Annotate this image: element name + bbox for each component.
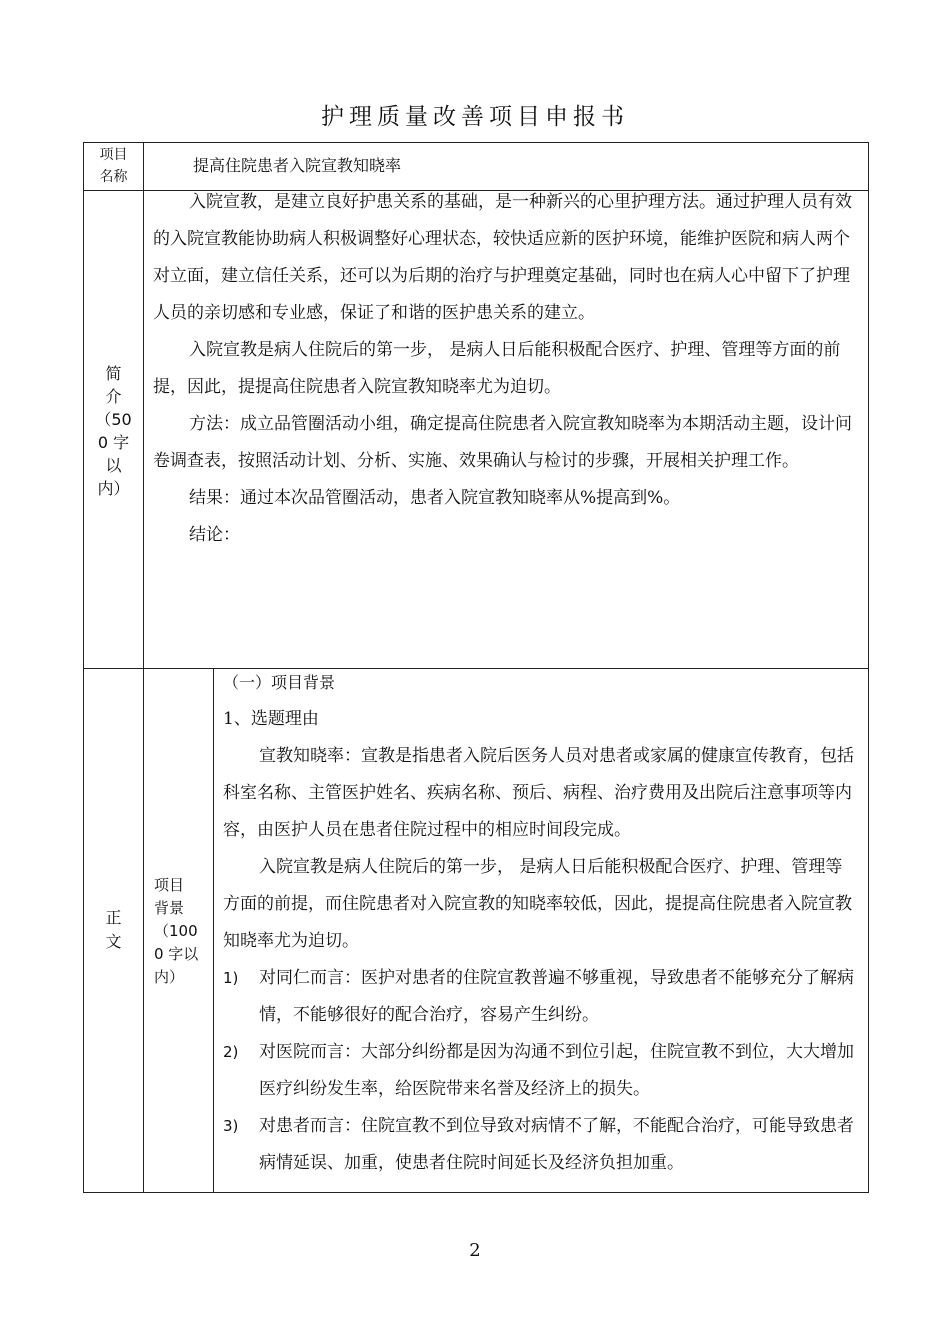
list-item-text: 对患者而言：住院宣教不到位导致对病情不了解，不能配合治疗，可能导致患者病情延误、加重，使患者住院时间延长及经济负担加重。 [259, 1116, 854, 1173]
intro-paragraph: 入院宣教是病人住院后的第一步， 是病人日后能积极配合医疗、护理、管理等方面的前提，因此，提提高住院患者入院宣教知晓率尤为迫切。 [153, 340, 841, 397]
section-subheading: 1、选题理由 [223, 709, 319, 729]
body-label: 正 文 [105, 908, 122, 951]
intro-paragraph: 入院宣教，是建立良好护患关系的基础，是一种新兴的心里护理方法。通过护理人员有效的入院宣教能协助病人积极调整好心理状态，较快适应新的医护环境，能维护医院和病人两个对立面，建立信任关系，还可以为后期的治疗与护理奠定基础，同时也在病人心中留下了护理人员的亲切感和专业感，保证了和谐的医护患关系的建立。 [153, 192, 852, 323]
table-border-right [868, 142, 869, 1193]
list-item [223, 1108, 857, 1182]
list-item-number: 2) [223, 1043, 239, 1061]
column-divider-label [143, 142, 144, 1193]
background-paragraph: 宣教知晓率：宣教是指患者入院后医务人员对患者或家属的健康宣传教育，包括科室名称、主管医护姓名、疾病名称、预后、病程、治疗费用及出院后注意事项等内容，由医护人员在患者住院过程中的相应时间段完成。 [223, 746, 854, 840]
list-item [223, 1034, 857, 1108]
intro-paragraph: 方法：成立品管圈活动小组，确定提高住院患者入院宣教知晓率为本期活动主题，设计问卷调查表，按照活动计划、分析、实施、效果确认与检讨的步骤，开展相关护理工作。 [153, 414, 852, 471]
table-border-bottom [83, 1192, 869, 1193]
table-border-left [83, 142, 84, 1193]
project-name-value: 提高住院患者入院宣教知晓率 [193, 156, 402, 175]
background-label: 项目 背景 （100 0 字以 内） [154, 876, 199, 986]
list-item-text: 对医院而言：大部分纠纷都是因为沟通不到位引起，住院宣教不到位，大大增加医疗纠纷发生率，给医院带来名誉及经济上的损失。 [259, 1042, 854, 1099]
list-item [223, 960, 857, 1034]
background-text [223, 664, 857, 1182]
intro-label: 简 介 （50 0 字 以 内） [95, 364, 132, 498]
list-item-text: 对同仁而言：医护对患者的住院宣教普遍不够重视，导致患者不能够充分了解病情，不能够很好的配合治疗，容易产生纠纷。 [259, 968, 854, 1025]
page-title: 护理质量改善项目申报书 [321, 104, 629, 130]
background-paragraph: 入院宣教是病人住院后的第一步， 是病人日后能积极配合医疗、护理、管理等方面的前提，而住院患者对入院宣教的知晓率较低，因此，提提高住院患者入院宣教知晓率尤为迫切。 [223, 857, 852, 951]
intro-text [153, 184, 855, 554]
section-heading: （一）项目背景 [223, 673, 336, 692]
page-number: 2 [469, 1240, 481, 1261]
list-item-number: 1) [223, 969, 239, 987]
list-item-number: 3) [223, 1117, 239, 1135]
table-border-top [83, 142, 869, 143]
project-name-label: 项目 名称 [99, 147, 128, 185]
intro-paragraph: 结论： [189, 525, 240, 545]
intro-paragraph: 结果：通过本次品管圈活动，患者入院宣教知晓率从%提高到%。 [189, 488, 681, 508]
